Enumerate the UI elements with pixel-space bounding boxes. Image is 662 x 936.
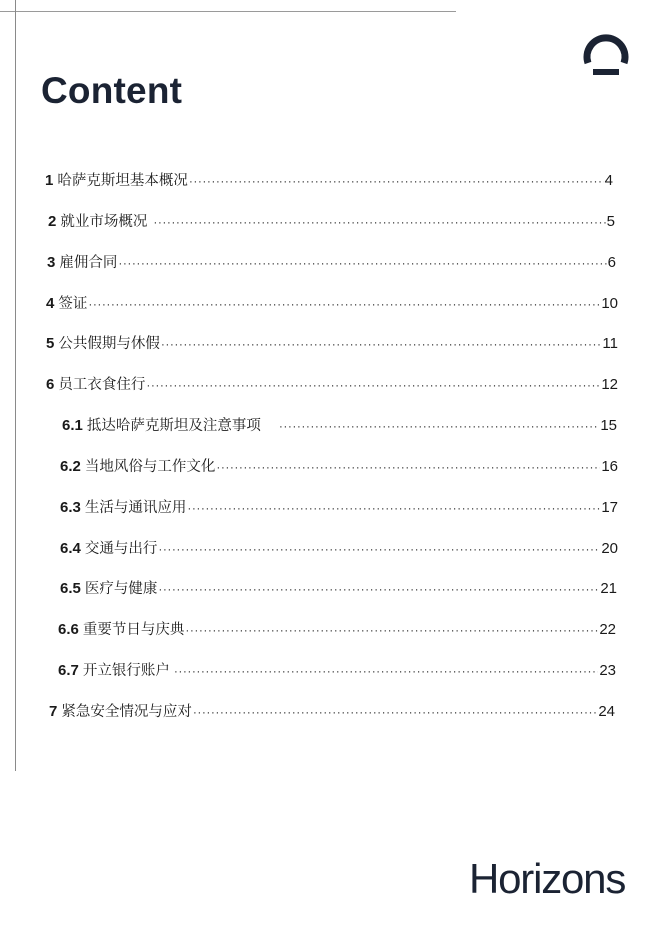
toc-label: 签证 [58, 296, 88, 312]
toc-leader-dots [153, 212, 605, 232]
toc-number: 7 [49, 703, 58, 720]
brand-logo-icon [583, 33, 629, 79]
toc-number: 6.3 [60, 499, 81, 516]
toc-page-number: 15 [600, 417, 617, 434]
toc-label: 抵达哈萨克斯坦及注意事项 [86, 418, 261, 434]
toc-number: 3 [47, 254, 56, 271]
toc-label: 重要节日与庆典 [82, 622, 185, 638]
toc-entry[interactable] [58, 661, 616, 681]
toc-page-number: 11 [602, 335, 618, 352]
toc-entry[interactable] [60, 498, 618, 518]
toc-entry[interactable] [60, 579, 617, 599]
toc-leader-dots [216, 457, 600, 477]
toc-page-number: 12 [601, 376, 618, 393]
toc-leader-dots [189, 171, 604, 191]
left-rule [15, 0, 16, 771]
toc-page-number: 20 [601, 540, 618, 557]
toc-page-number: 4 [604, 172, 613, 189]
toc-leader-dots [146, 375, 600, 395]
toc-number: 2 [48, 213, 57, 230]
toc-leader-dots [185, 620, 598, 640]
toc-number: 6.7 [58, 662, 79, 679]
toc-number: 5 [46, 335, 55, 352]
toc-label: 紧急安全情况与应对 [61, 704, 192, 720]
toc-label: 雇佣合同 [59, 255, 118, 271]
toc-label: 当地风俗与工作文化 [84, 459, 216, 475]
toc-label: 员工衣食住行 [58, 377, 146, 393]
toc-leader-dots [88, 294, 600, 314]
toc-entry[interactable] [46, 334, 618, 354]
toc-page-number: 17 [601, 499, 618, 516]
toc-leader-dots [158, 539, 600, 559]
toc-label: 哈萨克斯坦基本概况 [57, 173, 188, 189]
toc-page-number: 24 [598, 703, 615, 720]
toc-page-number: 22 [599, 621, 616, 638]
toc-entry[interactable] [48, 212, 615, 232]
toc-leader-dots [187, 498, 600, 518]
toc-entry[interactable] [47, 253, 616, 273]
toc-page-number: 10 [601, 295, 618, 312]
toc-leader-dots [161, 334, 602, 354]
page-title: Content [41, 70, 183, 111]
toc-page-number: 6 [607, 254, 616, 271]
toc-leader-dots [279, 416, 599, 436]
toc-entry[interactable] [49, 702, 615, 722]
toc-entry[interactable] [45, 171, 613, 191]
top-rule [0, 11, 456, 12]
toc-number: 6.5 [60, 580, 81, 597]
toc-number: 6.1 [62, 417, 83, 434]
toc-entry[interactable] [58, 620, 616, 640]
brand-wordmark: Horizons [469, 855, 626, 902]
toc-number: 6.6 [58, 621, 79, 638]
toc-label: 医疗与健康 [84, 581, 158, 597]
toc-leader-dots [118, 253, 606, 273]
toc-number: 1 [45, 172, 54, 189]
toc-number: 6.4 [60, 540, 81, 557]
toc-leader-dots [174, 661, 598, 681]
toc-page-number: 23 [599, 662, 616, 679]
toc-leader-dots [193, 702, 597, 722]
toc-label: 就业市场概况 [60, 214, 148, 230]
toc-label: 开立银行账户 [82, 663, 170, 679]
toc-entry[interactable] [60, 539, 618, 559]
toc-label: 公共假期与休假 [58, 336, 160, 352]
toc-leader-dots [158, 579, 599, 599]
toc-page-number: 21 [600, 580, 617, 597]
toc-entry[interactable] [62, 416, 617, 436]
toc-entry[interactable] [46, 375, 618, 395]
toc-number: 4 [46, 295, 55, 312]
toc-label: 生活与通讯应用 [84, 500, 187, 516]
toc-number: 6.2 [60, 458, 81, 475]
toc-page-number: 16 [601, 458, 618, 475]
toc-page-number: 5 [606, 213, 615, 230]
toc-number: 6 [46, 376, 55, 393]
toc-entry[interactable] [60, 457, 618, 477]
toc-label: 交通与出行 [84, 541, 158, 557]
toc-entry[interactable] [46, 294, 618, 314]
